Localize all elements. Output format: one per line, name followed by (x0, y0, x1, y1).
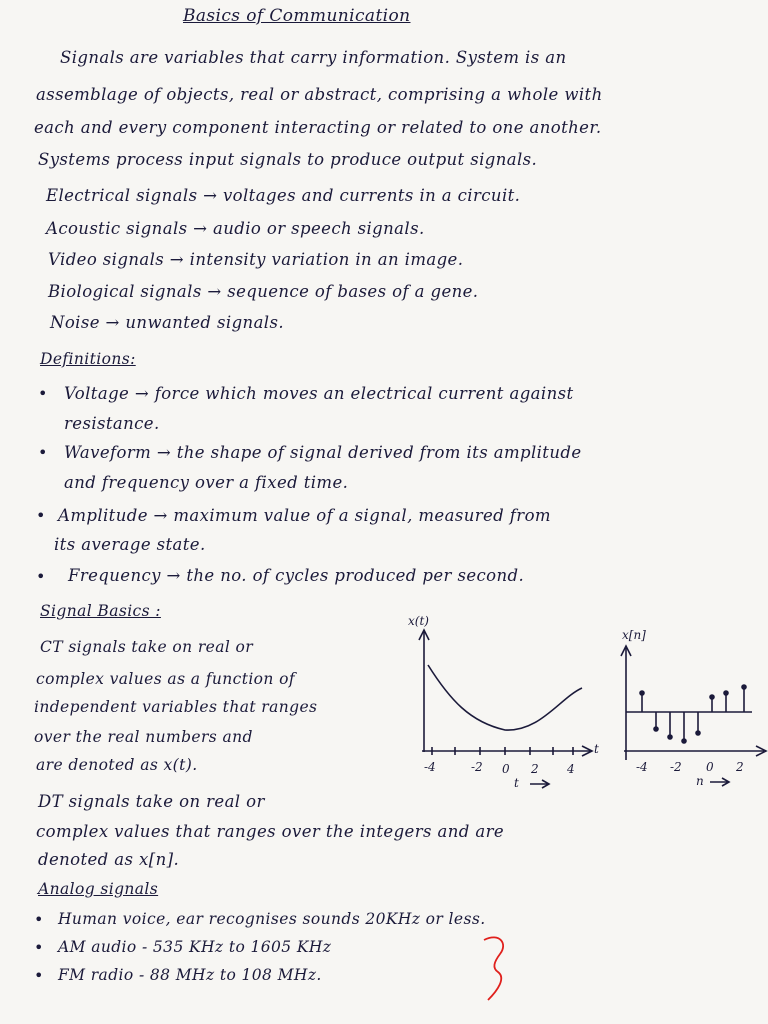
dt-tick-label: 2 (736, 760, 744, 774)
intro-line: assemblage of objects, real or abstract, comprising a whole with (36, 85, 603, 104)
ct-line: over the real numbers and (34, 728, 253, 746)
analog-item: Human voice, ear recognises sounds 20KHz or less. (58, 910, 486, 928)
intro-line: Systems process input signals to produce output signals. (38, 150, 538, 169)
ct-tick-label: -2 (471, 760, 483, 774)
definition-line: and frequency over a fixed time. (64, 473, 349, 492)
definition-line: Amplitude → maximum value of a signal, measured from (58, 506, 551, 525)
dt-tick-label: -4 (636, 760, 648, 774)
page-title: Basics of Communication (183, 6, 411, 26)
ct-xlabel: t (594, 742, 599, 756)
dt-tick-label: 0 (706, 760, 714, 774)
bullet-dot: • (34, 938, 44, 957)
dt-line: denoted as x[n]. (38, 850, 180, 869)
dt-tick-label: -2 (670, 760, 682, 774)
dt-xlabel: n (696, 774, 704, 788)
analog-item: AM audio - 535 KHz to 1605 KHz (58, 938, 332, 956)
ct-ylabel: x(t) (408, 614, 429, 628)
ct-tick-label: -4 (424, 760, 436, 774)
signal-type-item: Biological signals → sequence of bases of a gene. (48, 282, 479, 301)
definition-line: resistance. (64, 414, 160, 433)
bullet-dot: • (38, 443, 48, 462)
bullet-dot: • (34, 910, 44, 929)
signal-type-item: Noise → unwanted signals. (50, 313, 284, 332)
signal-basics-heading: Signal Basics : (40, 602, 161, 620)
bullet-dot: • (36, 506, 46, 525)
dt-line: complex values that ranges over the integers and are (36, 822, 505, 841)
red-brace (484, 937, 503, 1000)
intro-line: each and every component interacting or related to one another. (34, 118, 602, 137)
analog-item: FM radio - 88 MHz to 108 MHz. (58, 966, 322, 984)
definition-line: its average state. (54, 535, 206, 554)
analog-heading: Analog signals (38, 880, 159, 898)
signal-type-item: Electrical signals → voltages and currents in a circuit. (46, 186, 521, 205)
dt-line: DT signals take on real or (38, 792, 265, 811)
ct-line: complex values as a function of (36, 670, 295, 688)
bullet-dot: • (36, 567, 46, 586)
ct-tick-label: 2 (531, 762, 539, 776)
definition-line: Voltage → force which moves an electrical current against (64, 384, 574, 403)
ct-line: CT signals take on real or (40, 638, 254, 656)
ct-line: are denoted as x(t). (36, 756, 198, 774)
bullet-dot: • (38, 384, 48, 403)
intro-line: Signals are variables that carry information. System is an (60, 48, 567, 67)
ct-line: independent variables that ranges (34, 698, 318, 716)
ct-xlabel-below: t (514, 776, 519, 790)
definition-line: Waveform → the shape of signal derived from its amplitude (64, 443, 582, 462)
definitions-heading: Definitions: (40, 350, 136, 368)
ct-tick-label: 4 (567, 762, 575, 776)
signal-type-item: Acoustic signals → audio or speech signals. (46, 219, 425, 238)
signal-type-item: Video signals → intensity variation in an image. (48, 250, 464, 269)
ct-tick-label: 0 (502, 762, 510, 776)
dt-ylabel: x[n] (622, 628, 646, 642)
bullet-dot: • (34, 966, 44, 985)
definition-line: Frequency → the no. of cycles produced per second. (68, 566, 525, 585)
